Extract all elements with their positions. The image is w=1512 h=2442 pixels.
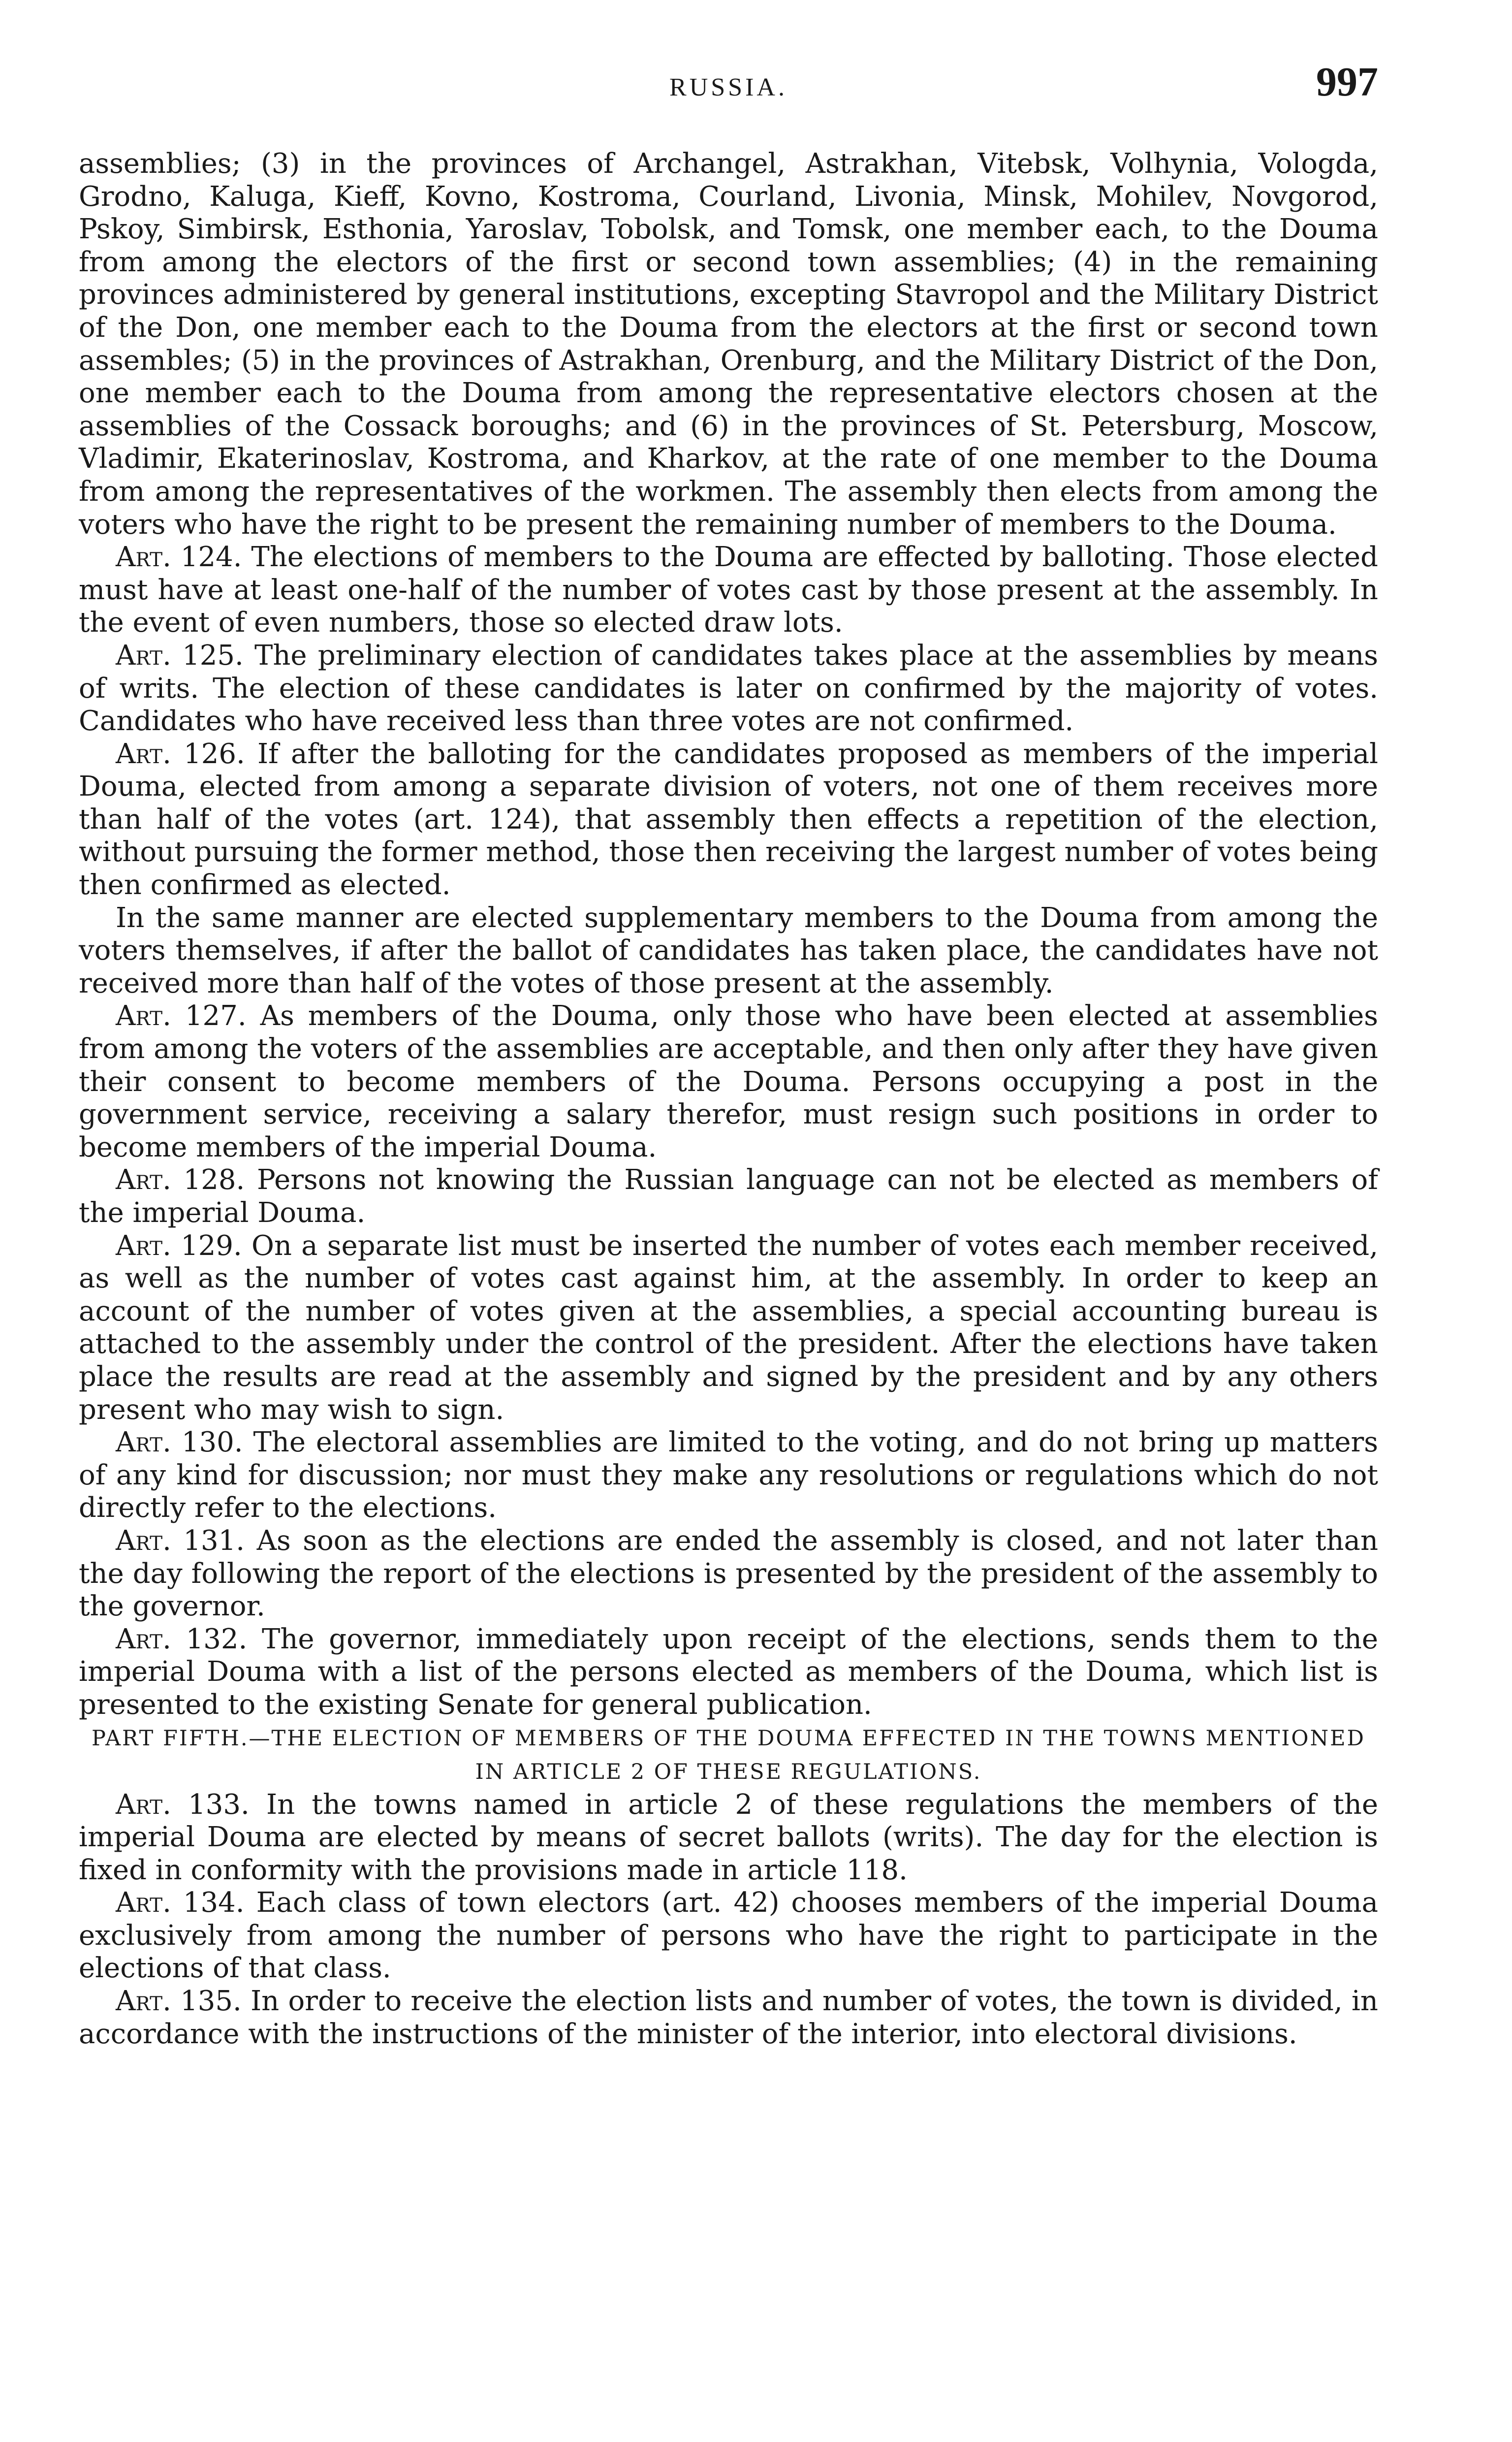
article-131 [79,1525,1378,1623]
article-label: Art. 131. [116,1524,245,1557]
article-label: Art. 129. [116,1229,242,1262]
article-text: The electoral assemblies are limited to the voting, and do not bring up matters of any kind for discussion; nor must they make any resolutions or regulations which do not directly refer to the elections. [79,1426,1379,1524]
article-text: As members of the Douma, only those who have been elected at assemblies from among the voters of the assemblies are acceptable, and then only after they have given their consent to become members of the Douma. Persons occupying a post in the government service, receiving a salary therefor, must resign such positions in order to become members of the imperial Douma. [79,1000,1378,1163]
running-head: RUSSIA. [669,73,788,101]
paragraph-supplementary [79,902,1378,1000]
article-text: The preliminary election of candidates takes place at the assemblies by means of writs. The election of these candidates is later on confirmed by the majority of votes. Candidates who have received less than three votes are not confirmed. [79,639,1378,738]
article-label: Art. 133. [116,1788,250,1821]
article-label: Art. 124. [116,541,242,574]
paragraph-text: assemblies; (3) in the provinces of Archangel, Astrakhan, Vitebsk, Volhynia, Vologda, Grodno, Kaluga, Kieff, Kovno, Kostroma, Courland, Livonia, Minsk, Mohilev, Novgorod, Pskoy, Simbirsk, Esthonia, Yaroslav, Tobolsk, and Tomsk, one member each, to the Douma from among the electors of the first or second town assemblies; (4) in the remaining provinces administered by general institutions, excepting Stavropol and the Military District of the Don, one member each to the Douma from the electors at the first or second town assembles; (5) in the provinces of Astrakhan, Orenburg, and the Military District of the Don, one member each to the Douma from among the representative electors chosen at the assemblies of the Cossack boroughs; and (6) in the provinces of St. Petersburg, Moscow, Vladimir, Ekaterinoslav, Kostroma, and Kharkov, at the rate of one member to the Douma from among the representatives of the workmen. The assembly then elects from among the voters who have the right to be present the remaining number of members to the Douma. [79,148,1378,541]
article-132 [79,1623,1378,1722]
paragraph-text: In the same manner are elected supplementary members to the Douma from among the voters themselves, if after the ballot of candidates has taken place, the candidates have not received more than half of the votes of those present at the assembly. [79,901,1378,999]
article-text: Persons not knowing the Russian language can not be elected as members of the imperial Douma. [79,1164,1378,1229]
part-heading: PART FIFTH.—THE ELECTION OF MEMBERS OF THE DOUMA EFFECTED IN THE TOWNS MENTIONED IN ARTICLE 2 OF THESE REGULATIONS. [91,1726,1365,1784]
article-text: As soon as the elections are ended the assembly is closed, and not later than the day following the report of the elections is presented by the president of the assembly to the governor. [79,1524,1379,1623]
article-127 [79,1000,1378,1164]
page-header [79,58,1378,112]
article-133 [79,1789,1378,1887]
article-135 [79,1985,1378,2051]
article-label: Art. 128. [116,1164,245,1196]
article-label: Art. 125. [116,639,244,672]
article-label: Art. 135. [116,1985,242,2018]
article-label: Art. 132. [116,1623,248,1655]
article-126 [79,738,1378,902]
article-129 [79,1230,1378,1427]
article-label: Art. 130. [116,1426,243,1459]
article-text: If after the balloting for the candidates proposed as members of the imperial Douma, elected from among a separate division of voters, not one of them receives more than half of the votes (art. 124), that assembly then effects a repetition of the election, without pursuing the former method, those then receiving the largest number of votes being then confirmed as elected. [79,738,1378,901]
article-134 [79,1887,1378,1985]
article-text: On a separate list must be inserted the number of votes each member received, as well as the number of votes cast against him, at the assembly. In order to keep an account of the number of votes given at the assemblies, a special accounting bureau is attached to the assembly under the control of the president. After the elections have taken place the results are read at the assembly and signed by the president and by any others present who may wish to sign. [79,1229,1379,1426]
body-text [79,148,1378,2051]
article-text: The elections of members to the Douma are effected by balloting. Those elected must have at least one-half of the number of votes cast by those present at the assembly. In the event of even numbers, those so elected draw lots. [79,541,1378,639]
article-124 [79,541,1378,640]
article-text: Each class of town electors (art. 42) chooses members of the imperial Douma exclusively from among the number of persons who have the right to participate in the elections of that class. [79,1887,1378,1985]
paragraph-continuation [79,148,1378,541]
article-130 [79,1426,1378,1525]
article-text: In the towns named in article 2 of these regulations the members of the imperial Douma are elected by means of secret ballots (writs). The day for the election is fixed in conformity with the provisions made in article 118. [79,1788,1379,1886]
page-number: 997 [1316,59,1378,105]
article-128 [79,1164,1378,1229]
article-label: Art. 134. [116,1887,245,1919]
article-text: The governor, immediately upon receipt of the elections, sends them to the imperial Douma with a list of the persons elected as members of the Douma, which list is presented to the existing Senate for general publication. [79,1623,1379,1721]
article-text: In order to receive the election lists and number of votes, the town is divided, in accordance with the instructions of the minister of the interior, into electoral divisions. [79,1985,1379,2050]
article-label: Art. 126. [116,738,245,770]
article-125 [79,640,1378,738]
article-label: Art. 127. [116,1000,247,1032]
